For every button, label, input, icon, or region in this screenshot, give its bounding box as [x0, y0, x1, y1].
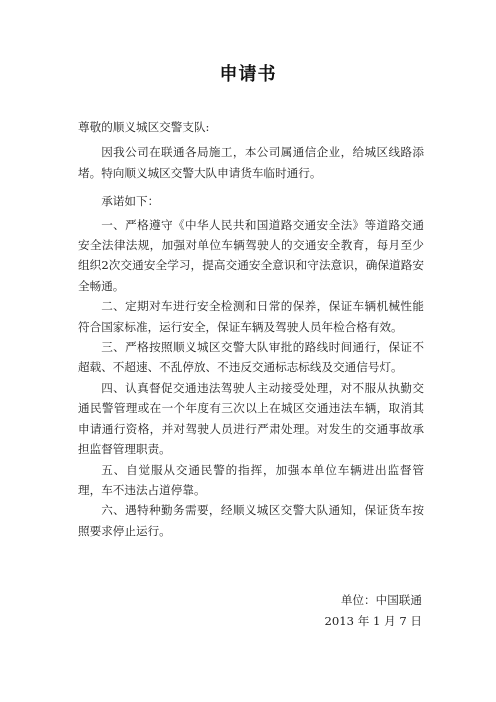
salutation: 尊敬的顺义城区交警支队:	[78, 120, 210, 134]
intro-paragraph: 因我公司在联通各局施工，本公司属通信企业，给城区线路添堵。特向顺义城区交警大队申请货车临时通行。	[78, 145, 424, 180]
promise-item-6: 六、遇特种勤务需要，经顺义城区交警大队通知，保证货车按照要求停止运行。	[78, 503, 424, 538]
signature-date: 2013 年 1 月 7 日	[324, 614, 422, 628]
promise-heading: 承诺如下：	[101, 194, 160, 209]
signature-block	[325, 590, 422, 632]
promise-item-4: 四、认真督促交通违法驾驶人主动接受处理，对不服从执勤交通民警管理或在一个年度有三次以上在城区交通违法车辆，取消其申请通行资格，并对驾驶人员进行严肃处理。对发生的交通事故承担监督管理职责。	[78, 380, 424, 457]
document-title: 申请书	[219, 64, 277, 85]
promise-item-5: 五、自觉服从交通民警的指挥，加强本单位车辆进出监督管理，车不违法占道停靠。	[78, 462, 424, 497]
signature-unit: 单位：中国联通	[340, 593, 422, 607]
promise-item-2: 二、定期对车进行安全检测和日常的保养，保证车辆机械性能符合国家标准，运行安全，保证车辆及驾驶人员年检合格有效。	[78, 299, 424, 334]
document-body	[78, 117, 424, 541]
promise-item-3: 三、严格按照顺义城区交警大队审批的路线时间通行，保证不超载、不超速、不乱停放、不违反交通标志标线及交通信号灯。	[78, 340, 424, 375]
promise-item-1: 一、严格遵守《中华人民共和国道路交通安全法》等道路交通安全法律法规，加强对单位车辆驾驶人的交通安全教育，每月至少组织2次交通安全学习，提高交通安全意识和守法意识，确保道路安全畅通。	[78, 217, 424, 293]
